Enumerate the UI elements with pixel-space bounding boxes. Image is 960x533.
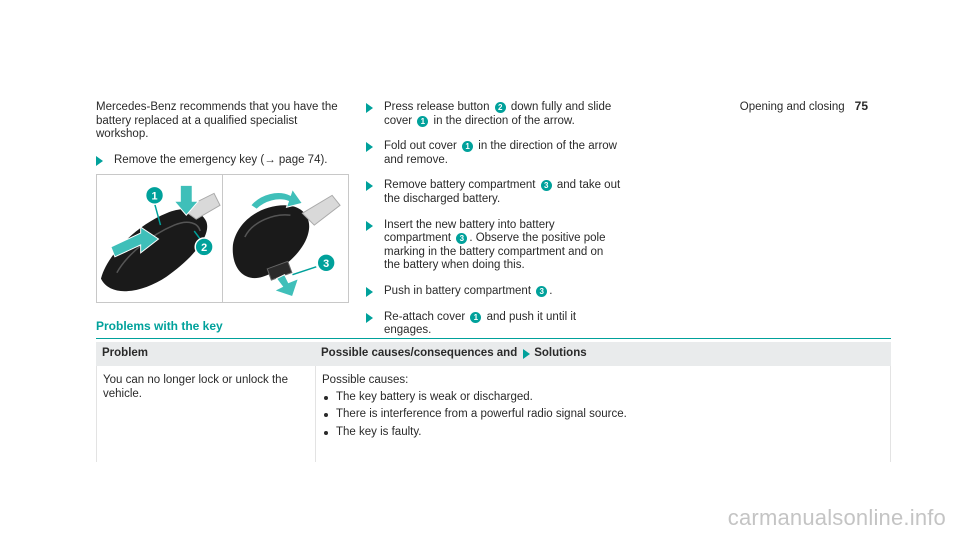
callout-badge: 1	[470, 312, 481, 323]
callout-badge-1	[146, 186, 164, 204]
page-reference-link[interactable]: page 74).	[275, 153, 328, 166]
table-header-row	[96, 342, 891, 366]
causes-cell	[316, 366, 890, 462]
step-insert-new-battery: Insert the new battery into battery compartment 3 . Observe the positive pole marking in the battery compartment and on the battery when doing this.	[366, 219, 621, 273]
cross-reference-arrow: →	[264, 153, 276, 166]
list-item: There is interference from a powerful radio signal source.	[322, 408, 884, 422]
step-reattach-cover: Re-attach cover 1 and push it until it engages.	[366, 311, 621, 338]
right-column	[366, 101, 621, 350]
svg-text:1: 1	[151, 190, 158, 203]
step-press-release-button: Press release button 2 down fully and slide cover 1 in the direction of the arrow.	[366, 101, 621, 128]
svg-text:3: 3	[323, 257, 330, 270]
illustration-left-pane	[97, 175, 222, 302]
pull-out-arrow-icon	[275, 275, 299, 297]
chapter-title: Opening and closing	[739, 101, 845, 113]
callout-badge: 3	[536, 286, 547, 297]
svg-text:2: 2	[201, 241, 208, 254]
step-arrow-icon	[96, 156, 103, 166]
step-remove-battery-compartment: Remove battery compartment 3 and take out the discharged battery.	[366, 179, 621, 206]
step-arrow-icon	[366, 103, 373, 113]
step-remove-emergency-key: Remove the emergency key (→ page 74).	[96, 154, 346, 168]
step-arrow-icon	[366, 221, 373, 231]
column-header-problem: Problem	[102, 347, 149, 360]
callout-badge: 1	[462, 141, 473, 152]
list-item: The key battery is weak or discharged.	[322, 391, 884, 405]
step-arrow-icon	[366, 181, 373, 191]
step-push-in-compartment: Push in battery compartment 3 .	[366, 285, 621, 299]
table-row	[96, 366, 891, 462]
left-column	[96, 101, 346, 179]
callout-badge: 3	[541, 180, 552, 191]
watermark: carmanualsonline.info	[727, 505, 946, 531]
intro-paragraph: Mercedes-Benz recommends that you have the battery replaced at a qualified specialist workshop.	[96, 101, 338, 141]
step-arrow-icon	[366, 287, 373, 297]
callout-badge: 2	[495, 102, 506, 113]
section-heading: Problems with the key	[96, 320, 891, 339]
causes-list	[322, 391, 884, 440]
list-item: The key is faulty.	[322, 426, 884, 440]
battery-replacement-illustration	[96, 174, 349, 303]
callout-badge-2	[195, 238, 213, 256]
running-header	[740, 100, 868, 115]
callout-badge: 1	[417, 116, 428, 127]
column-header-causes: Possible causes/consequences and Solutions	[321, 347, 587, 360]
problems-table	[96, 342, 891, 462]
causes-intro: Possible causes:	[322, 374, 409, 386]
key-battery-compartment-illustration	[223, 175, 348, 302]
problem-cell: You can no longer lock or unlock the vehicle.	[97, 366, 316, 462]
key-slide-cover-illustration	[97, 175, 222, 302]
callout-badge: 3	[456, 233, 467, 244]
solutions-arrow-icon	[523, 349, 530, 359]
illustration-right-pane	[222, 175, 348, 302]
callout-badge-3	[317, 254, 335, 272]
page-number: 75	[854, 99, 868, 113]
step-fold-out-cover: Fold out cover 1 in the direction of the arrow and remove.	[366, 140, 621, 167]
step-arrow-icon	[366, 142, 373, 152]
